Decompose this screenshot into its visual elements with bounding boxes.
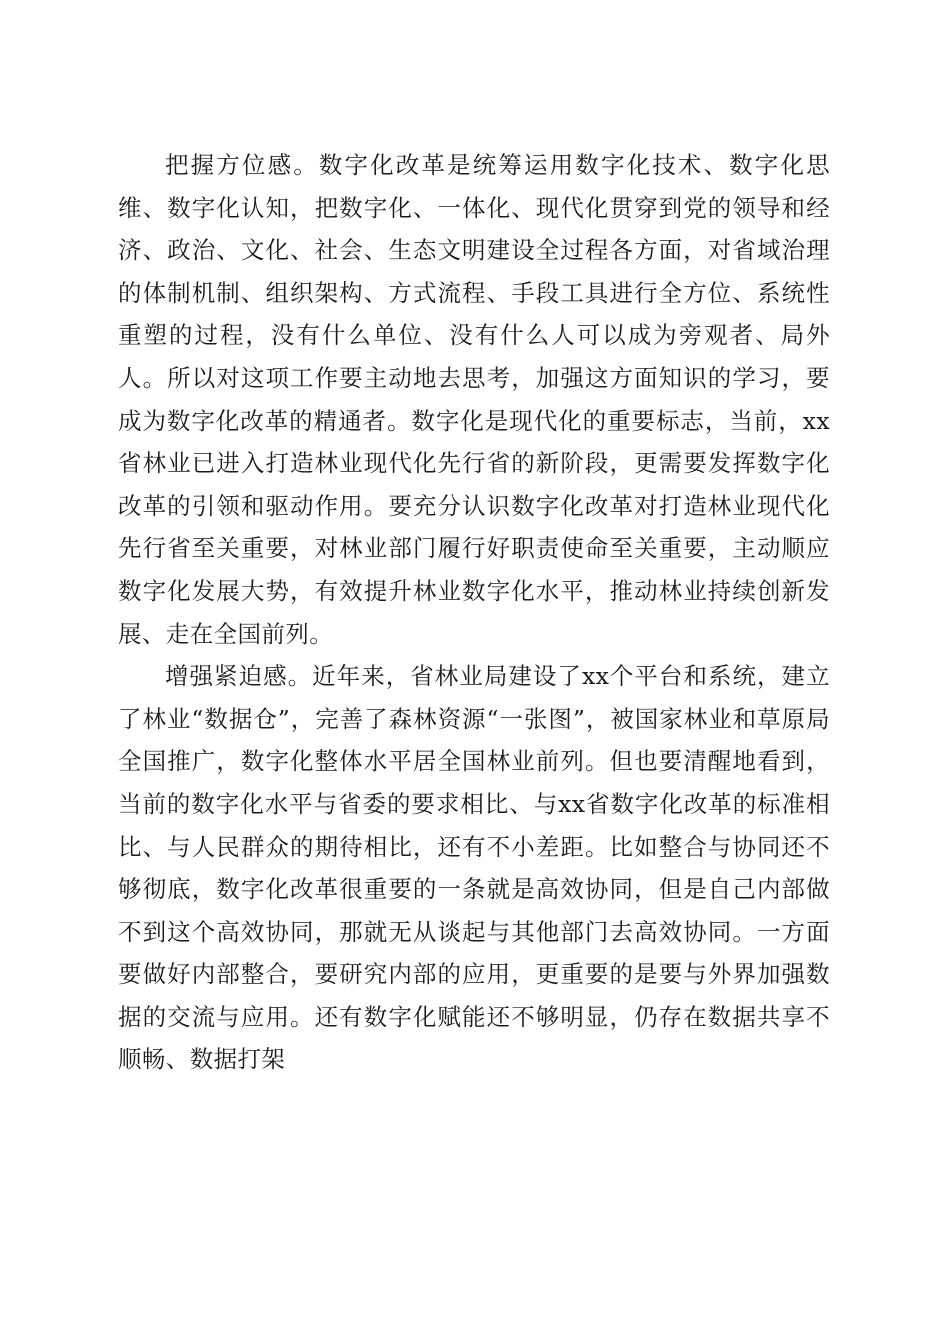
document-body [118,144,830,1081]
paragraph-positioning: 把握方位感。数字化改革是统筹运用数字化技术、数字化思维、数字化认知，把数字化、一体化、现代化贯穿到党的领导和经济、政治、文化、社会、生态文明建设全过程各方面，对省域治理的体制机制、组织架构、方式流程、手段工具进行全方位、系统性重塑的过程，没有什么单位、没有什么人可以成为旁观者、局外人。所以对这项工作要主动地去思考，加强这方面知识的学习，要成为数字化改革的精通者。数字化是现代化的重要标志，当前，xx省林业已进入打造林业现代化先行省的新阶段，更需要发挥数字化改革的引领和驱动作用。要充分认识数字化改革对打造林业现代化先行省至关重要，对林业部门履行好职责使命至关重要，主动顺应数字化发展大势，有效提升林业数字化水平，推动林业持续创新发展、走在全国前列。 [118,151,830,648]
paragraph-urgency: 增强紧迫感。近年来，省林业局建设了xx个平台和系统，建立了林业“数据仓”，完善了森林资源“一张图”，被国家林业和草原局全国推广，数字化整体水平居全国林业前列。但也要清醒地看到，当前的数字化水平与省委的要求相比、与xx省数字化改革的标准相比、与人民群众的期待相比，还有不小差距。比如整合与协同还不够彻底，数字化改革很重要的一条就是高效协同，但是自己内部做不到这个高效协同，那就无从谈起与其他部门去高效协同。一方面要做好内部整合，要研究内部的应用，更重要的是要与外界加强数据的交流与应用。还有数字化赋能还不够明显，仍存在数据共享不顺畅、数据打架 [118,662,830,1074]
